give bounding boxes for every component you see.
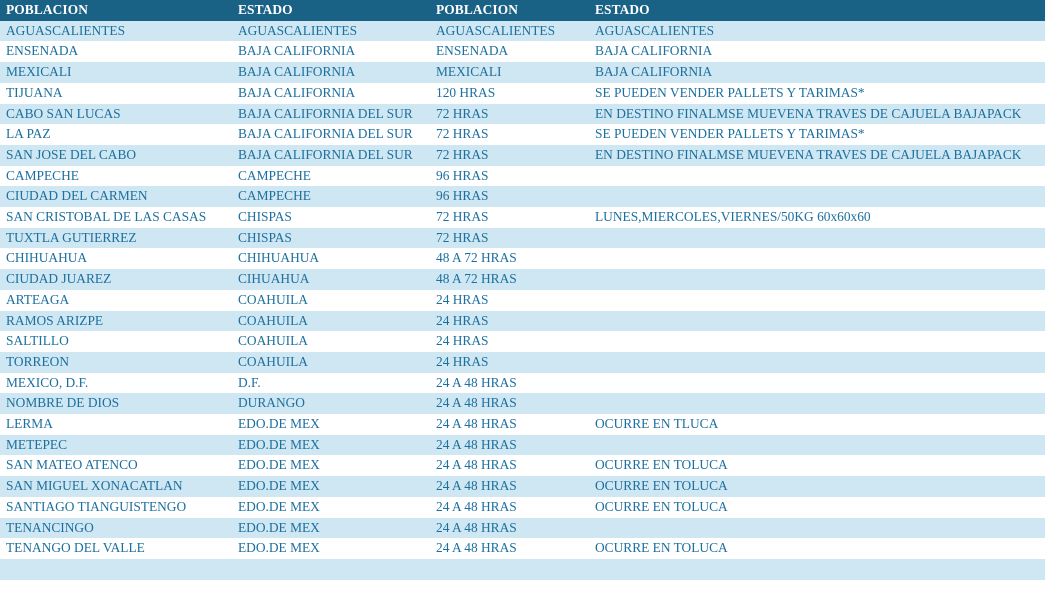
table-cell: CHISPAS xyxy=(232,207,430,228)
column-header-poblacion-1: POBLACION xyxy=(0,0,232,21)
table-row xyxy=(0,207,1045,228)
table-cell: TIJUANA xyxy=(0,83,232,104)
table-cell: BAJA CALIFORNIA xyxy=(589,62,1045,83)
table-cell: CIHUAHUA xyxy=(232,269,430,290)
table-row xyxy=(0,435,1045,456)
table-cell: EDO.DE MEX xyxy=(232,435,430,456)
table-cell xyxy=(589,373,1045,394)
table-cell: 24 A 48 HRAS xyxy=(430,414,589,435)
table-cell xyxy=(232,559,430,580)
table-cell: COAHUILA xyxy=(232,331,430,352)
table-row xyxy=(0,228,1045,249)
table-row xyxy=(0,455,1045,476)
table-cell: COAHUILA xyxy=(232,290,430,311)
column-header-estado-2: ESTADO xyxy=(589,0,1045,21)
table-cell xyxy=(589,311,1045,332)
table-cell: EDO.DE MEX xyxy=(232,538,430,559)
table-cell xyxy=(589,228,1045,249)
table-row xyxy=(0,21,1045,42)
table-cell: OCURRE EN TLUCA xyxy=(589,414,1045,435)
table-cell xyxy=(589,435,1045,456)
table-row xyxy=(0,269,1045,290)
table-cell: CHISPAS xyxy=(232,228,430,249)
table-cell: LA PAZ xyxy=(0,124,232,145)
table-cell: 24 A 48 HRAS xyxy=(430,393,589,414)
table-cell xyxy=(589,290,1045,311)
table-header xyxy=(0,0,1045,21)
column-header-estado-1: ESTADO xyxy=(232,0,430,21)
table-cell: EDO.DE MEX xyxy=(232,497,430,518)
table-cell: TENANGO DEL VALLE xyxy=(0,538,232,559)
table-cell: CAMPECHE xyxy=(232,186,430,207)
table-cell: SAN CRISTOBAL DE LAS CASAS xyxy=(0,207,232,228)
table-cell: EN DESTINO FINALMSE MUEVENA TRAVES DE CAJUELA BAJAPACK xyxy=(589,145,1045,166)
table-cell xyxy=(589,393,1045,414)
table-cell: ARTEAGA xyxy=(0,290,232,311)
table-cell: BAJA CALIFORNIA DEL SUR xyxy=(232,104,430,125)
table-cell: CHIHUAHUA xyxy=(0,248,232,269)
table-cell: AGUASCALIENTES xyxy=(589,21,1045,42)
table-row xyxy=(0,166,1045,187)
table-cell xyxy=(589,352,1045,373)
table-cell: EDO.DE MEX xyxy=(232,414,430,435)
table-cell: 24 A 48 HRAS xyxy=(430,538,589,559)
table-cell: DURANGO xyxy=(232,393,430,414)
table-row xyxy=(0,414,1045,435)
table-row xyxy=(0,580,1045,600)
table-cell: AGUASCALIENTES xyxy=(430,21,589,42)
table-row xyxy=(0,352,1045,373)
table-cell: CIUDAD JUAREZ xyxy=(0,269,232,290)
table-cell: LUNES,MIERCOLES,VIERNES/50KG 60x60x60 xyxy=(589,207,1045,228)
table-cell: SAN JOSE DEL CABO xyxy=(0,145,232,166)
table-cell: OCURRE EN TOLUCA xyxy=(589,455,1045,476)
header-row xyxy=(0,0,1045,21)
table-cell: ENSENADA xyxy=(430,41,589,62)
table-cell: METEPEC xyxy=(0,435,232,456)
table-row xyxy=(0,62,1045,83)
table-cell: NOMBRE DE DIOS xyxy=(0,393,232,414)
table-cell xyxy=(232,580,430,600)
table-cell: 72 HRAS xyxy=(430,228,589,249)
table-cell: OCURRE EN TOLUCA xyxy=(589,538,1045,559)
table-cell: 96 HRAS xyxy=(430,186,589,207)
table-cell: CABO SAN LUCAS xyxy=(0,104,232,125)
table-cell: EDO.DE MEX xyxy=(232,518,430,539)
table-cell: 24 HRAS xyxy=(430,352,589,373)
table-cell: 24 A 48 HRAS xyxy=(430,373,589,394)
table-cell: SE PUEDEN VENDER PALLETS Y TARIMAS* xyxy=(589,83,1045,104)
table-cell: AGUASCALIENTES xyxy=(232,21,430,42)
table-cell: ENSENADA xyxy=(0,41,232,62)
table-cell: RAMOS ARIZPE xyxy=(0,311,232,332)
table-cell: SALTILLO xyxy=(0,331,232,352)
table-cell: AGUASCALIENTES xyxy=(0,21,232,42)
table-cell: BAJA CALIFORNIA DEL SUR xyxy=(232,124,430,145)
table-cell: SAN MIGUEL XONACATLAN xyxy=(0,476,232,497)
table-cell: TENANCINGO xyxy=(0,518,232,539)
table-cell: SANTIAGO TIANGUISTENGO xyxy=(0,497,232,518)
table-cell: 72 HRAS xyxy=(430,145,589,166)
table-cell: 120 HRAS xyxy=(430,83,589,104)
column-header-poblacion-2: POBLACION xyxy=(430,0,589,21)
table-row xyxy=(0,497,1045,518)
table-row xyxy=(0,248,1045,269)
table-cell: 24 A 48 HRAS xyxy=(430,476,589,497)
table-cell: 24 A 48 HRAS xyxy=(430,497,589,518)
table-cell: 24 HRAS xyxy=(430,311,589,332)
table-row xyxy=(0,518,1045,539)
table-row xyxy=(0,393,1045,414)
table-cell: 48 A 72 HRAS xyxy=(430,269,589,290)
table-row xyxy=(0,331,1045,352)
table-cell: 48 A 72 HRAS xyxy=(430,248,589,269)
table-cell: COAHUILA xyxy=(232,311,430,332)
table-cell xyxy=(0,580,232,600)
table-cell xyxy=(589,559,1045,580)
table-cell xyxy=(0,559,232,580)
table-cell: OCURRE EN TOLUCA xyxy=(589,476,1045,497)
table-cell: LERMA xyxy=(0,414,232,435)
table-cell xyxy=(589,269,1045,290)
table-cell: CAMPECHE xyxy=(232,166,430,187)
table-cell: TORREON xyxy=(0,352,232,373)
table-cell: 72 HRAS xyxy=(430,104,589,125)
table-cell: BAJA CALIFORNIA xyxy=(232,41,430,62)
table-cell: TUXTLA GUTIERREZ xyxy=(0,228,232,249)
table-row xyxy=(0,538,1045,559)
table-cell: MEXICO, D.F. xyxy=(0,373,232,394)
table-body xyxy=(0,21,1045,600)
table-cell xyxy=(589,331,1045,352)
table-cell: BAJA CALIFORNIA xyxy=(232,83,430,104)
table-row xyxy=(0,145,1045,166)
table-row xyxy=(0,476,1045,497)
table-cell xyxy=(589,248,1045,269)
table-cell: 72 HRAS xyxy=(430,207,589,228)
table-cell: 24 HRAS xyxy=(430,290,589,311)
table-cell: EDO.DE MEX xyxy=(232,476,430,497)
table-row xyxy=(0,83,1045,104)
table-row xyxy=(0,41,1045,62)
table-cell xyxy=(589,580,1045,600)
table-row xyxy=(0,186,1045,207)
table-row xyxy=(0,124,1045,145)
table-row xyxy=(0,311,1045,332)
table-cell: EDO.DE MEX xyxy=(232,455,430,476)
table-cell: OCURRE EN TOLUCA xyxy=(589,497,1045,518)
table-cell xyxy=(589,186,1045,207)
table-cell: 24 A 48 HRAS xyxy=(430,435,589,456)
table-cell: BAJA CALIFORNIA xyxy=(589,41,1045,62)
table-cell: CAMPECHE xyxy=(0,166,232,187)
table-cell: EN DESTINO FINALMSE MUEVENA TRAVES DE CAJUELA BAJAPACK xyxy=(589,104,1045,125)
table-cell: SAN MATEO ATENCO xyxy=(0,455,232,476)
table-cell: CIUDAD DEL CARMEN xyxy=(0,186,232,207)
table-cell: CHIHUAHUA xyxy=(232,248,430,269)
table-cell: 24 HRAS xyxy=(430,331,589,352)
table-cell xyxy=(589,518,1045,539)
table-cell: 96 HRAS xyxy=(430,166,589,187)
table-cell: SE PUEDEN VENDER PALLETS Y TARIMAS* xyxy=(589,124,1045,145)
table-cell: 24 A 48 HRAS xyxy=(430,455,589,476)
table-cell: BAJA CALIFORNIA xyxy=(232,62,430,83)
table-cell xyxy=(430,580,589,600)
table-cell xyxy=(589,166,1045,187)
table-cell: COAHUILA xyxy=(232,352,430,373)
table-cell: MEXICALI xyxy=(430,62,589,83)
table-row xyxy=(0,290,1045,311)
table-cell: MEXICALI xyxy=(0,62,232,83)
table-row xyxy=(0,104,1045,125)
table-row xyxy=(0,559,1045,580)
table-cell: 72 HRAS xyxy=(430,124,589,145)
table-cell: BAJA CALIFORNIA DEL SUR xyxy=(232,145,430,166)
table-cell: D.F. xyxy=(232,373,430,394)
table-cell xyxy=(430,559,589,580)
table-row xyxy=(0,373,1045,394)
table-cell: 24 A 48 HRAS xyxy=(430,518,589,539)
